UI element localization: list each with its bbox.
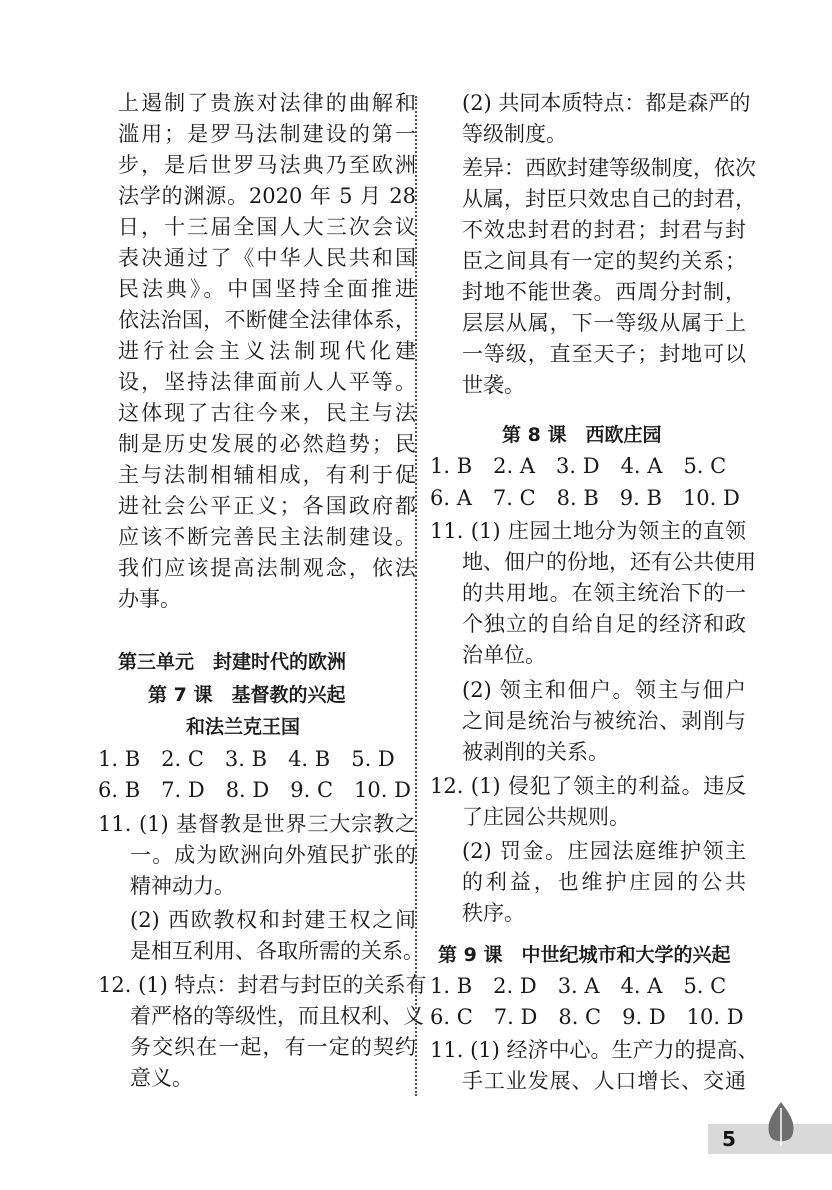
text-line: 封地不能世袭。西周分封制，: [462, 280, 746, 304]
text-line: 从属，封臣只效忠自己的封君，: [462, 187, 756, 211]
answer-row: 1. B 2. D 3. A 4. A 5. C: [430, 974, 727, 998]
text-line: 依法治国，不断健全法律体系，: [118, 308, 416, 332]
text-line: 了庄园公共规则。: [462, 805, 630, 829]
text-line: (2) 罚金。庄园法庭维护领主: [462, 839, 746, 863]
lesson-heading: 第 7 课 基督教的兴起: [148, 684, 346, 706]
text-line: 精神动力。: [130, 874, 235, 898]
text-line: 11. (1) 基督教是世界三大宗教之: [98, 812, 416, 836]
text-line: 表决通过了《中华人民共和国: [118, 246, 416, 270]
text-line: 一。成为欧洲向外殖民扩张的: [130, 843, 416, 867]
text-line: 进社会公平正义；各国政府都: [118, 494, 416, 518]
text-line: 12. (1) 特点：封君与封臣的关系有: [98, 973, 427, 997]
text-line: 治单位。: [462, 643, 546, 667]
text-line: 不效忠封君的封君；封君与封: [462, 218, 746, 242]
answer-row: 1. B 2. C 3. B 4. B 5. D: [98, 747, 395, 771]
text-line: 臣之间具有一定的契约关系；: [462, 249, 746, 273]
text-line: 一等级，直至天子；封地可以: [462, 342, 746, 366]
answer-row: 1. B 2. A 3. D 4. A 5. C: [430, 454, 727, 478]
text-line: 11. (1) 经济中心。生产力的提高、: [430, 1038, 759, 1062]
text-line: 我们应该提高法制观念，依法: [118, 556, 416, 580]
text-line: 这体现了古往今来，民主与法: [118, 401, 416, 425]
text-line: 个独立的自给自足的经济和政: [462, 612, 746, 636]
text-line: 进行社会主义法制现代化建: [118, 339, 416, 363]
lesson-heading: 第 9 课 中世纪城市和大学的兴起: [438, 944, 731, 966]
text-line: 滥用；是罗马法制建设的第一: [118, 122, 416, 146]
page-number: 5: [722, 1127, 736, 1151]
text-line: 主与法制相辅相成，有利于促: [118, 463, 416, 487]
text-line: 世袭。: [462, 373, 525, 397]
text-line: 等级制度。: [462, 122, 567, 146]
text-line: 民法典》。中国坚持全面推进: [118, 277, 416, 301]
text-line: 层层从属，下一等级从属于上: [462, 311, 746, 335]
lesson-heading: 第 8 课 西欧庄园: [502, 424, 662, 446]
text-line: 日，十三届全国人大三次会议: [118, 215, 416, 239]
text-line: 的利益，也维护庄园的公共: [462, 870, 746, 894]
text-line: (2) 西欧教权和封建王权之间: [130, 908, 416, 932]
answer-row: 6. C 7. D 8. C 9. D 10. D: [430, 1005, 744, 1029]
column-divider: [415, 96, 417, 1096]
text-line: 设，坚持法律面前人人平等。: [118, 370, 416, 394]
text-line: 差异：西欧封建等级制度，依次: [462, 156, 756, 180]
text-line: 手工业发展、人口增长、交通: [462, 1069, 746, 1093]
text-line: 12. (1) 侵犯了领主的利益。违反: [430, 774, 746, 798]
answer-row: 6. B 7. D 8. D 9. C 10. D: [98, 778, 411, 802]
leaf-icon: [764, 1102, 798, 1150]
text-line: 法学的渊源。2020 年 5 月 28: [118, 184, 416, 208]
text-line: (2) 领主和佃户。领主与佃户: [462, 678, 746, 702]
text-line: (2) 共同本质特点：都是森严的: [462, 91, 751, 115]
text-line: 秩序。: [462, 901, 525, 925]
text-line: 制是历史发展的必然趋势；民: [118, 432, 416, 456]
text-line: 务交织在一起，有一定的契约: [130, 1035, 416, 1059]
text-line: 的共用地。在领主统治下的一: [462, 581, 746, 605]
lesson-heading-cont: 和法兰克王国: [186, 716, 301, 738]
text-line: 意义。: [130, 1066, 193, 1090]
text-line: 地、佃户的份地，还有公共使用: [462, 550, 756, 574]
text-line: 步，是后世罗马法典乃至欧洲: [118, 153, 416, 177]
text-line: 着严格的等级性，而且权利、义: [130, 1004, 424, 1028]
text-line: 被剥削的关系。: [462, 740, 609, 764]
text-line: 之间是统治与被统治、剥削与: [462, 709, 746, 733]
text-line: 上遏制了贵族对法律的曲解和: [118, 91, 416, 115]
text-line: 办事。: [118, 587, 181, 611]
text-line: 应该不断完善民主法制建设。: [118, 525, 416, 549]
answer-row: 6. A 7. C 8. B 9. B 10. D: [430, 486, 740, 510]
unit-heading: 第三单元 封建时代的欧洲: [118, 651, 347, 673]
text-line: 是相互利用、各取所需的关系。: [130, 939, 424, 963]
text-line: 11. (1) 庄园土地分为领主的直领: [430, 519, 746, 543]
